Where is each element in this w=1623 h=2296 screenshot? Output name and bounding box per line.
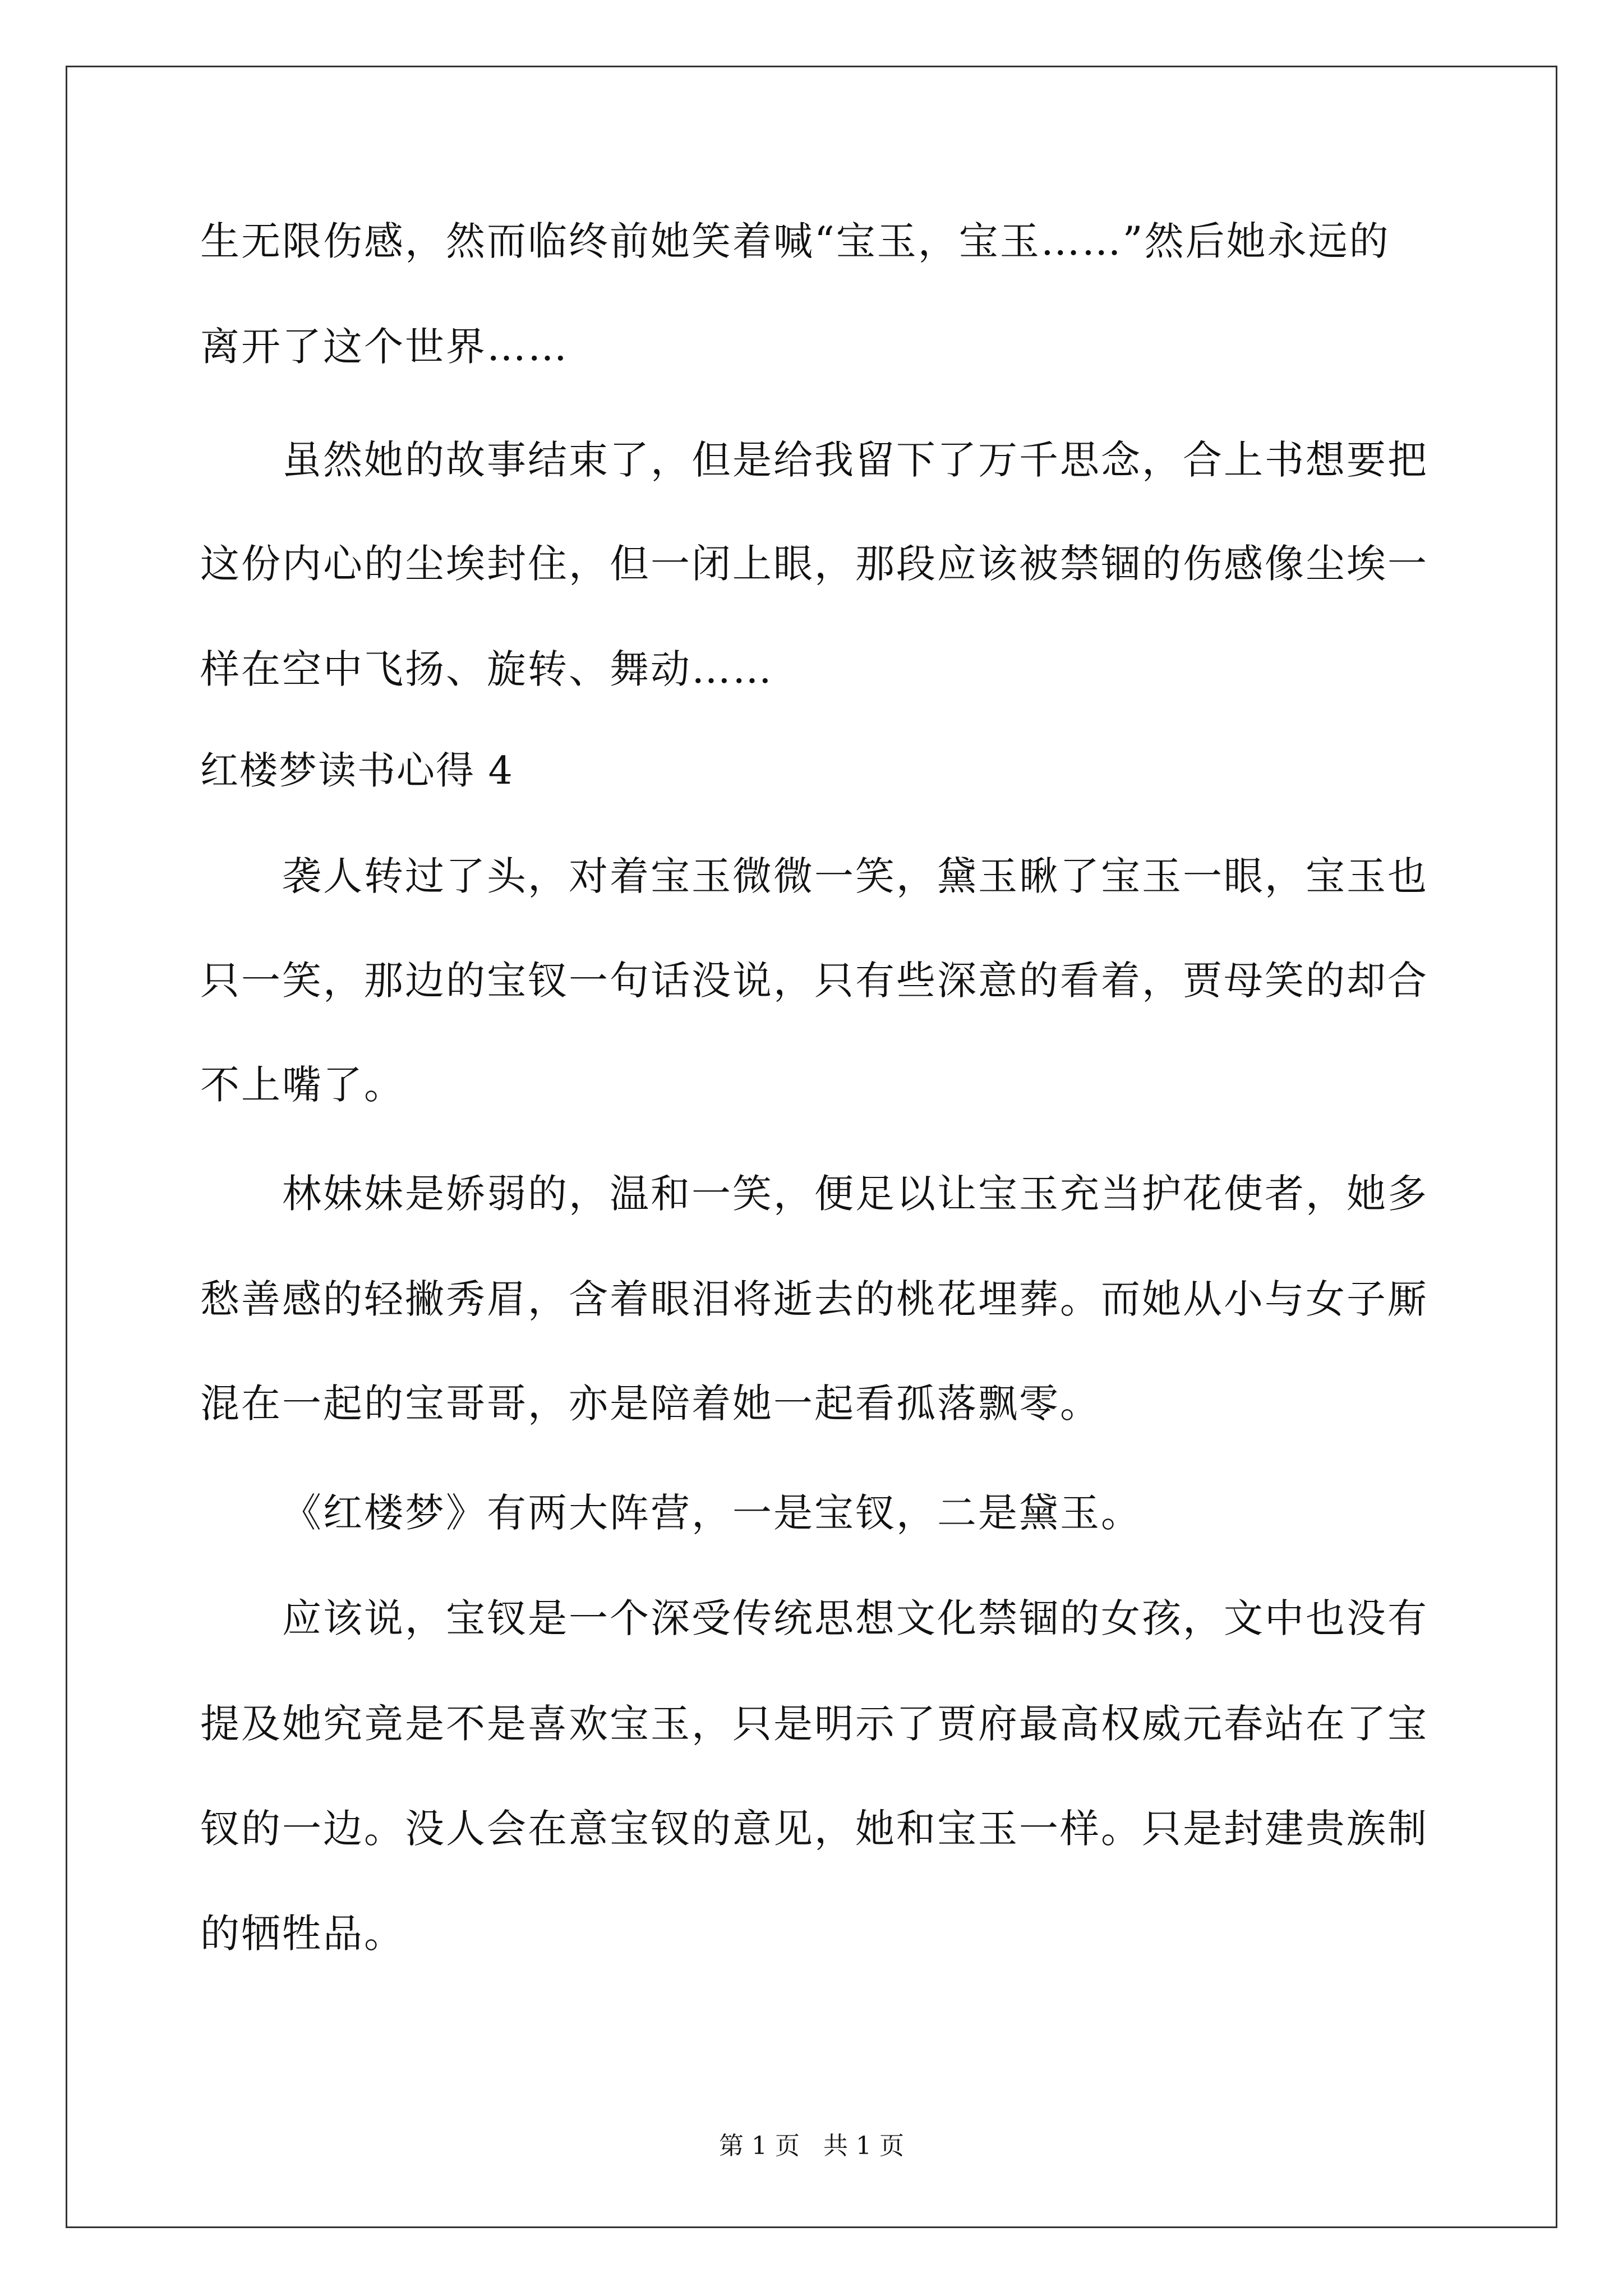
page-footer: 第 1 页 共 1 页 <box>719 2132 904 2160</box>
text-line: 虽然她的故事结束了，但是给我留下了万千思念，合上书想要把 <box>282 437 1428 483</box>
page-border <box>66 66 1557 2228</box>
text-line: 提及她究竟是不是喜欢宝玉，只是明示了贾府最高权威元春站在了宝 <box>200 1701 1428 1747</box>
text-line: 袭人转过了头，对着宝玉微微一笑，黛玉瞅了宝玉一眼，宝玉也 <box>282 853 1428 899</box>
text-line: 离开了这个世界…… <box>200 324 569 370</box>
text-line: 样在空中飞扬、旋转、舞动…… <box>200 646 773 692</box>
text-line: 不上嘴了。 <box>200 1062 405 1108</box>
text-line: 钗的一边。没人会在意宝钗的意见，她和宝玉一样。只是封建贵族制 <box>200 1806 1428 1852</box>
text-line: 愁善感的轻撇秀眉，含着眼泪将逝去的桃花埋葬。而她从小与女子厮 <box>200 1276 1428 1322</box>
text-line: 《红楼梦》有两大阵营，一是宝钗，二是黛玉。 <box>282 1490 1142 1536</box>
text-line: 这份内心的尘埃封住，但一闭上眼，那段应该被禁锢的伤感像尘埃一 <box>200 541 1428 587</box>
text-line: 生无限伤感，然而临终前她笑着喊“宝玉，宝玉……”然后她永远的 <box>200 218 1390 264</box>
text-line: 应该说，宝钗是一个深受传统思想文化禁锢的女孩，文中也没有 <box>282 1595 1428 1641</box>
text-line: 混在一起的宝哥哥，亦是陪着她一起看孤落飘零。 <box>200 1381 1101 1427</box>
text-line: 只一笑，那边的宝钗一句话没说，只有些深意的看着，贾母笑的却合 <box>200 958 1428 1004</box>
section-heading: 红楼梦读书心得 4 <box>200 749 514 793</box>
text-line: 林妹妹是娇弱的，温和一笑，便足以让宝玉充当护花使者，她多 <box>282 1171 1428 1217</box>
text-line: 的牺牲品。 <box>200 1911 405 1957</box>
